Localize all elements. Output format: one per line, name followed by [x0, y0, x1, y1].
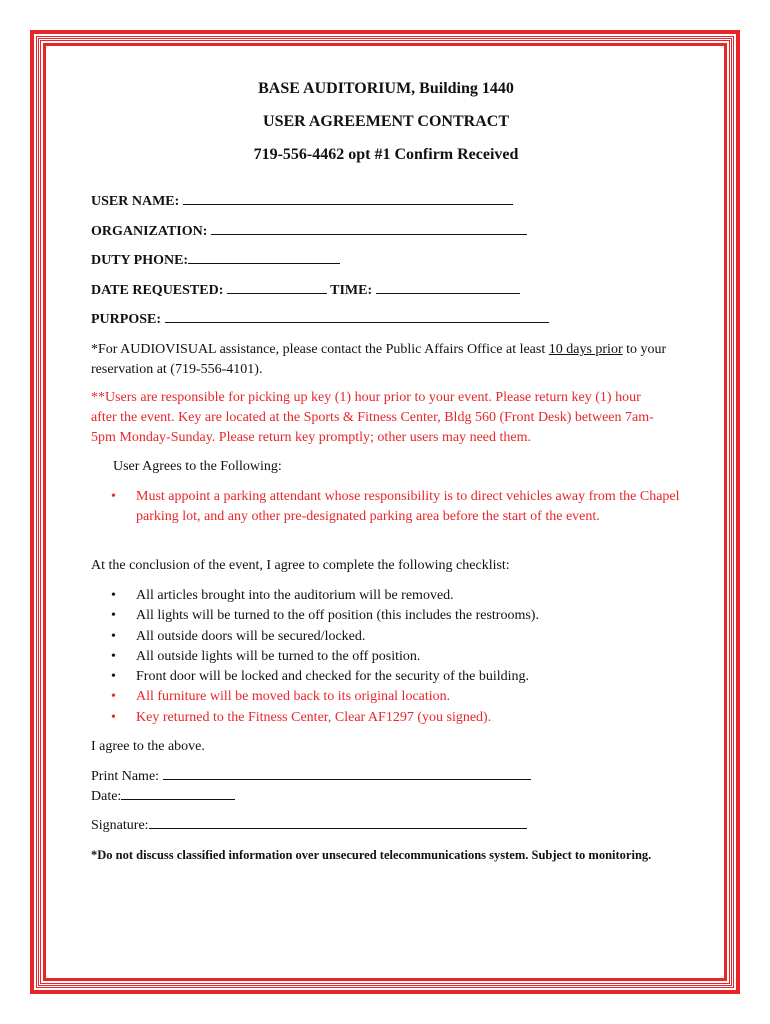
date-field[interactable]: [91, 787, 235, 807]
checklist: [91, 586, 681, 728]
date-blank[interactable]: [121, 787, 235, 800]
key-notice: **Users are responsible for picking up key (1) hour prior to your event. Please return key (1) hour after the event. Key are located at the Sports & Fitness Center, Bldg 560 (Front Desk) between 7am-5pm Monday-Sunday. Please return key promptly; other users may need them.: [91, 390, 654, 445]
time-label: TIME:: [330, 283, 373, 298]
print-name-label: Print Name:: [91, 769, 160, 784]
agree-statement: I agree to the above.: [91, 739, 205, 754]
signature-blank[interactable]: [149, 816, 527, 829]
organization-label: ORGANIZATION:: [91, 224, 208, 239]
date-requested-blank[interactable]: [227, 281, 327, 294]
av-notice: *For AUDIOVISUAL assistance, please contact the Public Affairs Office at least 10 days prior to your reservation at (719-556-4101).: [91, 342, 667, 377]
organization-blank[interactable]: [211, 222, 527, 235]
date-time-field[interactable]: [91, 281, 520, 299]
print-name-blank[interactable]: [163, 767, 531, 780]
agreement-list: [91, 487, 681, 528]
purpose-label: PURPOSE:: [91, 312, 161, 327]
duty-phone-blank[interactable]: [188, 251, 340, 264]
purpose-blank[interactable]: [165, 310, 549, 323]
user-name-blank[interactable]: [183, 192, 513, 205]
duty-phone-field[interactable]: [91, 251, 340, 269]
list-item: • All lights will be turned to the off position (this includes the restrooms).: [111, 608, 539, 624]
list-item: • All outside doors will be secured/locked.: [111, 628, 366, 644]
classified-warning: *Do not discuss classified information over unsecured telecommunications system. Subject to monitoring.: [91, 848, 652, 862]
list-item: • All outside lights will be turned to the off position.: [111, 648, 421, 664]
signature-label: Signature:: [91, 818, 149, 833]
av-notice-deadline: 10 days prior: [548, 342, 623, 357]
confirm-phone: 719-556-4462 opt #1 Confirm Received: [253, 146, 519, 163]
checklist-intro: At the conclusion of the event, I agree to complete the following checklist:: [91, 558, 510, 573]
duty-phone-label: DUTY PHONE:: [91, 253, 189, 268]
time-blank[interactable]: [376, 281, 520, 294]
date-requested-label: DATE REQUESTED:: [91, 283, 224, 298]
print-name-field[interactable]: [91, 767, 531, 787]
agreement-intro: User Agrees to the Following:: [113, 459, 282, 474]
list-item: • Key returned to the Fitness Center, Clear AF1297 (you signed).: [111, 709, 492, 725]
list-item: • Must appoint a parking attendant whose responsibility is to direct vehicles away from the Chapel parking lot, and any other pre-designated parking area before the start of the event.: [111, 489, 680, 525]
document-title: BASE AUDITORIUM, Building 1440: [258, 80, 514, 97]
signature-field[interactable]: [91, 816, 527, 836]
organization-field[interactable]: [91, 222, 527, 240]
document-subtitle: USER AGREEMENT CONTRACT: [263, 113, 509, 130]
user-name-label: USER NAME:: [91, 194, 180, 209]
list-item: • All furniture will be moved back to its original location.: [111, 689, 451, 705]
date-label: Date:: [91, 789, 122, 804]
list-item: • Front door will be locked and checked for the security of the building.: [111, 669, 530, 685]
purpose-field[interactable]: [91, 310, 549, 328]
list-item: • All articles brought into the auditorium will be removed.: [111, 588, 454, 603]
user-name-field[interactable]: [91, 192, 513, 210]
